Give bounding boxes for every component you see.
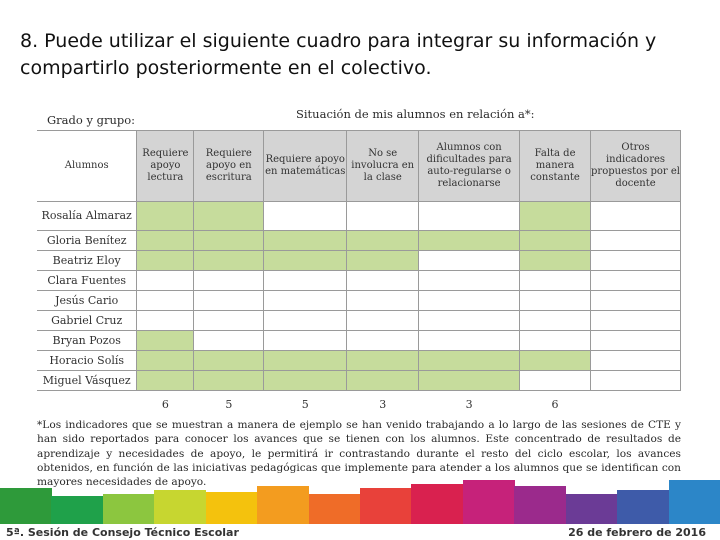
column-header: Requiere apoyo lectura: [137, 131, 194, 202]
marked-cell: [137, 231, 194, 251]
student-name: Clara Fuentes: [37, 271, 137, 291]
column-header: Otros indicadores propuestos por el docente: [591, 131, 681, 202]
color-band-segment: [0, 488, 52, 524]
column-header: No se involucra en la clase: [347, 131, 419, 202]
empty-cell: [264, 291, 347, 311]
marked-cell: [520, 202, 591, 231]
empty-cell: [264, 311, 347, 331]
column-header: Alumnos: [37, 131, 137, 202]
column-total: 6: [137, 391, 194, 412]
totals-row: [37, 391, 681, 412]
table-row: [37, 271, 681, 291]
marked-cell: [419, 351, 520, 371]
table-row: [37, 291, 681, 311]
column-total: [591, 391, 681, 412]
empty-cell: [520, 311, 591, 331]
empty-cell: [419, 291, 520, 311]
marked-cell: [347, 351, 419, 371]
empty-cell: [520, 371, 591, 391]
empty-cell: [520, 271, 591, 291]
marked-cell: [520, 251, 591, 271]
color-band-segment: [103, 494, 155, 524]
marked-cell: [194, 231, 264, 251]
color-band-segment: [411, 484, 463, 524]
marked-cell: [137, 202, 194, 231]
grado-grupo-label: Grado y grupo:: [47, 113, 136, 127]
empty-cell: [264, 331, 347, 351]
column-header: Alumnos con dificultades para auto-regularse o relacionarse: [419, 131, 520, 202]
marked-cell: [137, 331, 194, 351]
marked-cell: [137, 251, 194, 271]
marked-cell: [264, 371, 347, 391]
column-header: Requiere apoyo en matemáticas: [264, 131, 347, 202]
color-band-segment: [669, 480, 720, 524]
marked-cell: [194, 251, 264, 271]
table-row: [37, 251, 681, 271]
column-total: 3: [419, 391, 520, 412]
table-row: [37, 202, 681, 231]
empty-cell: [591, 331, 681, 351]
student-name: Jesús Cario: [37, 291, 137, 311]
empty-cell: [520, 331, 591, 351]
marked-cell: [419, 371, 520, 391]
marked-cell: [137, 351, 194, 371]
student-name: Beatriz Eloy: [37, 251, 137, 271]
footer-date: 26 de febrero de 2016: [568, 526, 706, 539]
marked-cell: [347, 371, 419, 391]
student-name: Rosalía Almaraz: [37, 202, 137, 231]
student-name: Gloria Benítez: [37, 231, 137, 251]
color-band-segment: [566, 494, 618, 524]
totals-spacer: [37, 391, 137, 412]
column-header: Falta de manera constante: [520, 131, 591, 202]
empty-cell: [347, 331, 419, 351]
table-row: [37, 351, 681, 371]
empty-cell: [264, 202, 347, 231]
empty-cell: [591, 231, 681, 251]
empty-cell: [347, 291, 419, 311]
marked-cell: [520, 231, 591, 251]
table-row: [37, 231, 681, 251]
column-total: 5: [264, 391, 347, 412]
color-band-segment: [309, 494, 361, 524]
situation-table: [37, 130, 681, 411]
table-row: [37, 311, 681, 331]
empty-cell: [137, 291, 194, 311]
empty-cell: [347, 311, 419, 331]
table-row: [37, 331, 681, 351]
empty-cell: [591, 311, 681, 331]
student-name: Miguel Vásquez: [37, 371, 137, 391]
student-situation-sheet: [37, 102, 681, 489]
table-header-row: [37, 131, 681, 202]
color-band-segment: [463, 480, 515, 524]
marked-cell: [194, 371, 264, 391]
marked-cell: [520, 351, 591, 371]
empty-cell: [591, 351, 681, 371]
student-name: Gabriel Cruz: [37, 311, 137, 331]
footnote: *Los indicadores que se muestran a manera de ejemplo se han venido trabajando a lo largo de las sesiones de CTE y han sido reportados para conocer los avances que se tienen con los alumnos. Este concentrado de resultados de aprendizaje y necesidades de apoyo, le permitirá ir contrastando durante el resto del ciclo escolar, los avances obtenidos, en función de las iniciativas pedagógicas que implemente para atender a los alumnos que se identifican con mayores necesidades de apoyo.: [37, 419, 681, 489]
footer-session: 5ª. Sesión de Consejo Técnico Escolar: [6, 526, 239, 539]
marked-cell: [347, 231, 419, 251]
column-header: Requiere apoyo en escritura: [194, 131, 264, 202]
color-band-segment: [257, 486, 309, 524]
empty-cell: [194, 291, 264, 311]
color-band-segment: [360, 488, 412, 524]
column-total: 3: [347, 391, 419, 412]
empty-cell: [137, 271, 194, 291]
empty-cell: [591, 291, 681, 311]
table-row: [37, 371, 681, 391]
empty-cell: [264, 271, 347, 291]
empty-cell: [591, 251, 681, 271]
empty-cell: [137, 311, 194, 331]
student-name: Horacio Solís: [37, 351, 137, 371]
color-band-segment: [154, 490, 206, 524]
color-band-segment: [617, 490, 669, 524]
marked-cell: [264, 351, 347, 371]
marked-cell: [137, 371, 194, 391]
marked-cell: [419, 231, 520, 251]
column-total: 6: [520, 391, 591, 412]
empty-cell: [194, 331, 264, 351]
student-name: Bryan Pozos: [37, 331, 137, 351]
empty-cell: [419, 311, 520, 331]
marked-cell: [194, 351, 264, 371]
empty-cell: [419, 251, 520, 271]
empty-cell: [419, 271, 520, 291]
empty-cell: [419, 202, 520, 231]
marked-cell: [347, 251, 419, 271]
empty-cell: [520, 291, 591, 311]
empty-cell: [419, 331, 520, 351]
empty-cell: [347, 202, 419, 231]
color-band-segment: [514, 486, 566, 524]
empty-cell: [591, 271, 681, 291]
marked-cell: [264, 251, 347, 271]
empty-cell: [194, 271, 264, 291]
marked-cell: [194, 202, 264, 231]
empty-cell: [347, 271, 419, 291]
empty-cell: [194, 311, 264, 331]
column-total: 5: [194, 391, 264, 412]
color-band: [0, 478, 720, 524]
color-band-segment: [206, 492, 258, 524]
empty-cell: [591, 371, 681, 391]
marked-cell: [264, 231, 347, 251]
situacion-label: Situación de mis alumnos en relación a*:: [296, 107, 535, 121]
page-heading: 8. Puede utilizar el siguiente cuadro para integrar su información y compartirlo posteriormente en el colectivo.: [20, 30, 657, 79]
empty-cell: [591, 202, 681, 231]
color-band-segment: [51, 496, 103, 524]
